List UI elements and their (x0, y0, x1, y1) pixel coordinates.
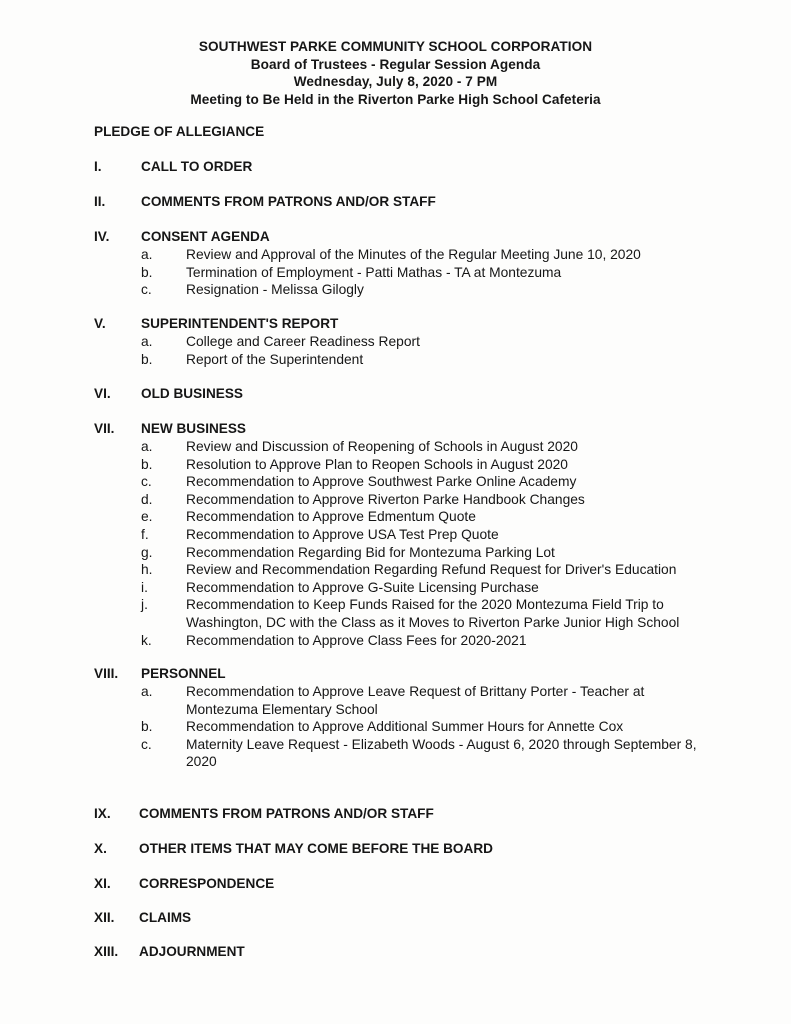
section-title: OLD BUSINESS (141, 386, 243, 401)
section-title: NEW BUSINESS (141, 421, 246, 436)
item-letter: e. (141, 509, 153, 525)
item-letter: b. (141, 456, 153, 472)
item-text: Recommendation to Approve Riverton Parke Handbook Changes (186, 491, 585, 507)
section-number: XI. (94, 876, 111, 891)
item-letter: b. (141, 351, 153, 367)
organization-name: SOUTHWEST PARKE COMMUNITY SCHOOL CORPORATION (198, 39, 593, 54)
section-number: VIII. (94, 666, 119, 681)
section-title: COMMENTS FROM PATRONS AND/OR STAFF (139, 806, 434, 821)
item-letter: f. (141, 526, 149, 542)
item-text: Resolution to Approve Plan to Reopen Schools in August 2020 (186, 456, 568, 472)
item-text: Report of the Superintendent (186, 351, 364, 367)
agenda-item (141, 736, 706, 771)
item-text: Recommendation to Approve Edmentum Quote (186, 509, 476, 525)
agenda-item (141, 246, 706, 264)
section-title: ADJOURNMENT (139, 944, 245, 959)
item-text: Maternity Leave Request - Elizabeth Woods - August 6, 2020 through September 8, 2020 (186, 736, 697, 770)
item-text: Termination of Employment - Patti Mathas - TA at Montezuma (186, 264, 562, 280)
item-letter: a. (141, 439, 153, 454)
section-title: PERSONNEL (141, 666, 226, 681)
section-number: V. (94, 316, 106, 331)
meeting-location: Meeting to Be Held in the Riverton Parke High School Cafeteria (190, 91, 601, 107)
item-text: Recommendation to Approve USA Test Prep Quote (186, 526, 499, 542)
agenda-item (141, 491, 706, 509)
section-number: XII. (94, 910, 115, 925)
section-item-list (141, 438, 706, 649)
agenda-item (141, 351, 706, 369)
section-item-list (141, 683, 706, 771)
item-text: Review and Discussion of Reopening of Schools in August 2020 (186, 439, 578, 454)
pledge-of-allegiance: PLEDGE OF ALLEGIANCE (94, 124, 265, 139)
item-letter: b. (141, 264, 153, 280)
item-text: Recommendation to Approve G-Suite Licensing Purchase (186, 579, 539, 595)
section-number: VI. (94, 386, 111, 401)
agenda-item (141, 508, 706, 526)
agenda-item (141, 596, 706, 631)
agenda-item (141, 281, 706, 299)
section-number: X. (94, 841, 107, 856)
item-text: Resignation - Melissa Gilogly (186, 282, 364, 298)
section-title: CLAIMS (139, 910, 192, 925)
item-text: Recommendation to Approve Class Fees for 2020-2021 (186, 632, 527, 648)
agenda-item (141, 264, 706, 282)
section-number: VII. (94, 421, 115, 436)
section-title: COMMENTS FROM PATRONS AND/OR STAFF (141, 194, 436, 209)
item-letter: a. (141, 247, 153, 262)
agenda-item (141, 333, 706, 351)
item-letter: d. (141, 491, 153, 507)
agenda-item (141, 632, 706, 650)
agenda-item (141, 456, 706, 474)
agenda-item (141, 561, 706, 579)
item-letter: b. (141, 719, 153, 735)
agenda-item (141, 683, 706, 718)
section-number: II. (94, 194, 106, 209)
item-letter: k. (141, 632, 152, 648)
item-text: Recommendation to Approve Additional Summer Hours for Annette Cox (186, 719, 624, 735)
agenda-item (141, 526, 706, 544)
section-title: CONSENT AGENDA (141, 229, 270, 244)
agenda-item (141, 473, 706, 491)
item-text: Recommendation to Keep Funds Raised for the 2020 Montezuma Field Trip to Washington, DC with the Class as it Moves to Riverton Parke Junior High School (186, 597, 680, 630)
item-text: College and Career Readiness Report (186, 334, 420, 349)
section-title: CALL TO ORDER (141, 159, 253, 174)
item-letter: a. (141, 334, 153, 349)
item-letter: a. (141, 684, 153, 699)
meeting-type: Board of Trustees - Regular Session Agenda (250, 56, 541, 72)
item-text: Review and Approval of the Minutes of the Regular Meeting June 10, 2020 (186, 247, 641, 262)
item-text: Recommendation to Approve Southwest Parke Online Academy (186, 474, 577, 490)
agenda-header (0, 38, 791, 108)
agenda-item (141, 438, 706, 456)
section-number: XIII. (94, 944, 119, 959)
item-letter: h. (141, 562, 153, 578)
section-title: CORRESPONDENCE (139, 876, 275, 891)
item-letter: i. (141, 579, 148, 595)
item-text: Review and Recommendation Regarding Refund Request for Driver's Education (186, 562, 677, 578)
section-item-list (141, 333, 706, 368)
item-letter: c. (141, 474, 152, 490)
item-text: Recommendation to Approve Leave Request of Brittany Porter - Teacher at Montezuma Elementary School (186, 684, 645, 717)
section-number: I. (94, 159, 102, 174)
item-letter: g. (141, 544, 153, 560)
section-title: SUPERINTENDENT'S REPORT (141, 316, 339, 331)
agenda-item (141, 718, 706, 736)
section-item-list (141, 246, 706, 299)
item-letter: j. (141, 597, 148, 613)
section-title: OTHER ITEMS THAT MAY COME BEFORE THE BOARD (139, 841, 493, 856)
section-number: IV. (94, 229, 110, 244)
item-letter: c. (141, 282, 152, 298)
item-text: Recommendation Regarding Bid for Montezuma Parking Lot (186, 544, 555, 560)
section-number: IX. (94, 806, 111, 821)
meeting-date: Wednesday, July 8, 2020 - 7 PM (293, 74, 498, 89)
item-letter: c. (141, 736, 152, 752)
agenda-item (141, 544, 706, 562)
agenda-item (141, 579, 706, 597)
